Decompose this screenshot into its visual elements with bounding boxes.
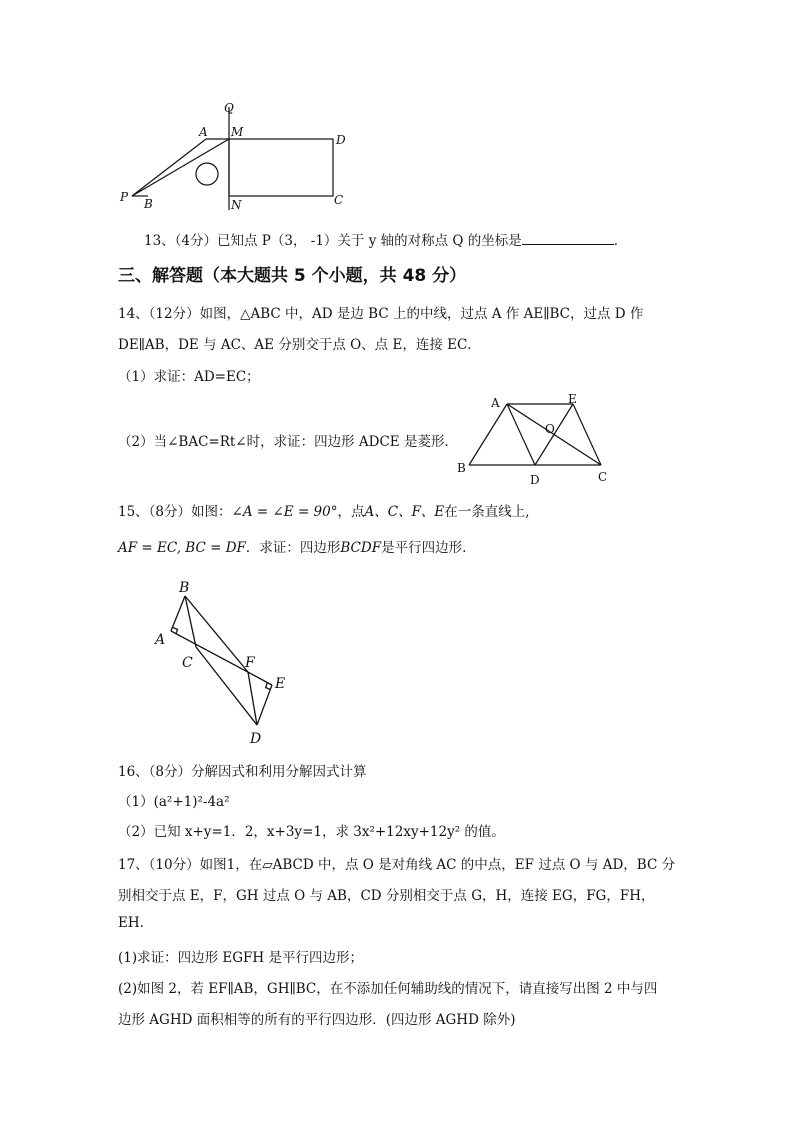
question-17-part2b: 边形 AGHD 面积相等的所有的平行四边形．(四边形 AGHD 除外) (118, 1012, 516, 1028)
section-heading: 三、解答题（本大题共 5 个小题，共 48 分） (118, 266, 467, 286)
segment-ab (171, 596, 185, 631)
question-17-line3: EH. (118, 915, 144, 931)
circle (196, 163, 218, 185)
question-14-part1: （1）求证：AD=EC； (118, 369, 260, 385)
label-c: C (598, 470, 608, 484)
figure-parallelogram-bcdf (150, 575, 300, 750)
label-b: B (457, 461, 466, 475)
label-a: A (491, 396, 500, 410)
collinear-points: A、C、F、E (364, 504, 445, 520)
question-17-line2: 别相交于点 E，F，GH 过点 O 与 AB，CD 分别相交于点 G，H，连接 EG，FG，FH， (118, 888, 655, 904)
question-13-text: 13、（4分）已知点 P（3， -1）关于 y 轴的对称点 Q 的坐标是 (144, 233, 522, 249)
segment-bf (185, 596, 248, 672)
segment-fd (248, 672, 257, 725)
label-d: D (250, 731, 262, 747)
question-16-part1: （1）(a²+1)²-4a² (118, 794, 230, 810)
label-p: P (120, 190, 129, 204)
label-a: A (199, 125, 208, 139)
question-16-title: 16、（8分）分解因式和利用分解因式计算 (118, 764, 367, 780)
question-14-part2: （2）当∠BAC=Rt∠时，求证：四边形 ADCE 是菱形． (118, 434, 458, 450)
question-15-text2: 在一条直线上, (444, 504, 530, 520)
question-14-line2: DE∥AB，DE 与 AC、AE 分别交于点 O、点 E，连接 EC． (118, 337, 481, 353)
question-15-text4: 是平行四边形. (381, 540, 467, 556)
label-d: D (336, 133, 346, 147)
question-17-part1: (1)求证：四边形 EGFH 是平行四边形； (118, 950, 363, 966)
label-d: D (530, 473, 540, 487)
question-17-part2a: (2)如图 2，若 EF∥AB，GH∥BC，在不添加任何辅助线的情况下，请直接写出图 2 中与四 (118, 981, 658, 997)
label-o: O (545, 422, 555, 436)
question-14-line1: 14、（12分）如图，△ABC 中，AD 是边 BC 上的中线，过点 A 作 AE∥BC，过点 D 作 (118, 306, 644, 322)
label-f: F (245, 655, 255, 671)
rectangle-mdcn (229, 139, 333, 196)
question-16-part2: （2）已知 x+y=1．2，x+3y=1，求 3x²+12xy+12y² 的值。 (118, 824, 505, 840)
label-b: B (144, 197, 153, 211)
question-15-line1 (118, 500, 530, 520)
label-c: C (334, 193, 344, 207)
question-15-line2 (118, 536, 466, 556)
label-c: C (182, 655, 193, 671)
question-15-text3: ．求证：四边形 (245, 540, 341, 556)
label-a: A (155, 632, 166, 648)
label-e: E (275, 676, 286, 692)
side-ab (469, 404, 507, 465)
label-q: Q (224, 101, 234, 115)
label-e: E (568, 392, 577, 406)
question-15-intro: 15、（8分）如图： (118, 504, 232, 520)
quadrilateral-name: BCDF (340, 540, 382, 556)
segment-ed (257, 685, 272, 725)
figure-rectangle-diagram (110, 95, 360, 215)
label-n: N (231, 198, 242, 212)
length-condition: AF = EC, BC = DF (118, 540, 246, 556)
line-pa (132, 139, 206, 196)
angle-condition: ∠A = ∠E = 90° (231, 504, 338, 520)
question-13-suffix: ． (613, 233, 628, 249)
line-pm (132, 139, 229, 196)
figure-triangle-abc (450, 390, 620, 490)
question-13 (144, 229, 627, 249)
label-b: B (179, 580, 190, 596)
question-15-text: ，点 (337, 504, 365, 520)
answer-blank (522, 232, 614, 245)
question-17-line1: 17、（10分）如图1，在▱ABCD 中，点 O 是对角线 AC 的中点，EF 过点 O 与 AD，BC 分 (118, 857, 676, 873)
label-m: M (231, 125, 244, 139)
